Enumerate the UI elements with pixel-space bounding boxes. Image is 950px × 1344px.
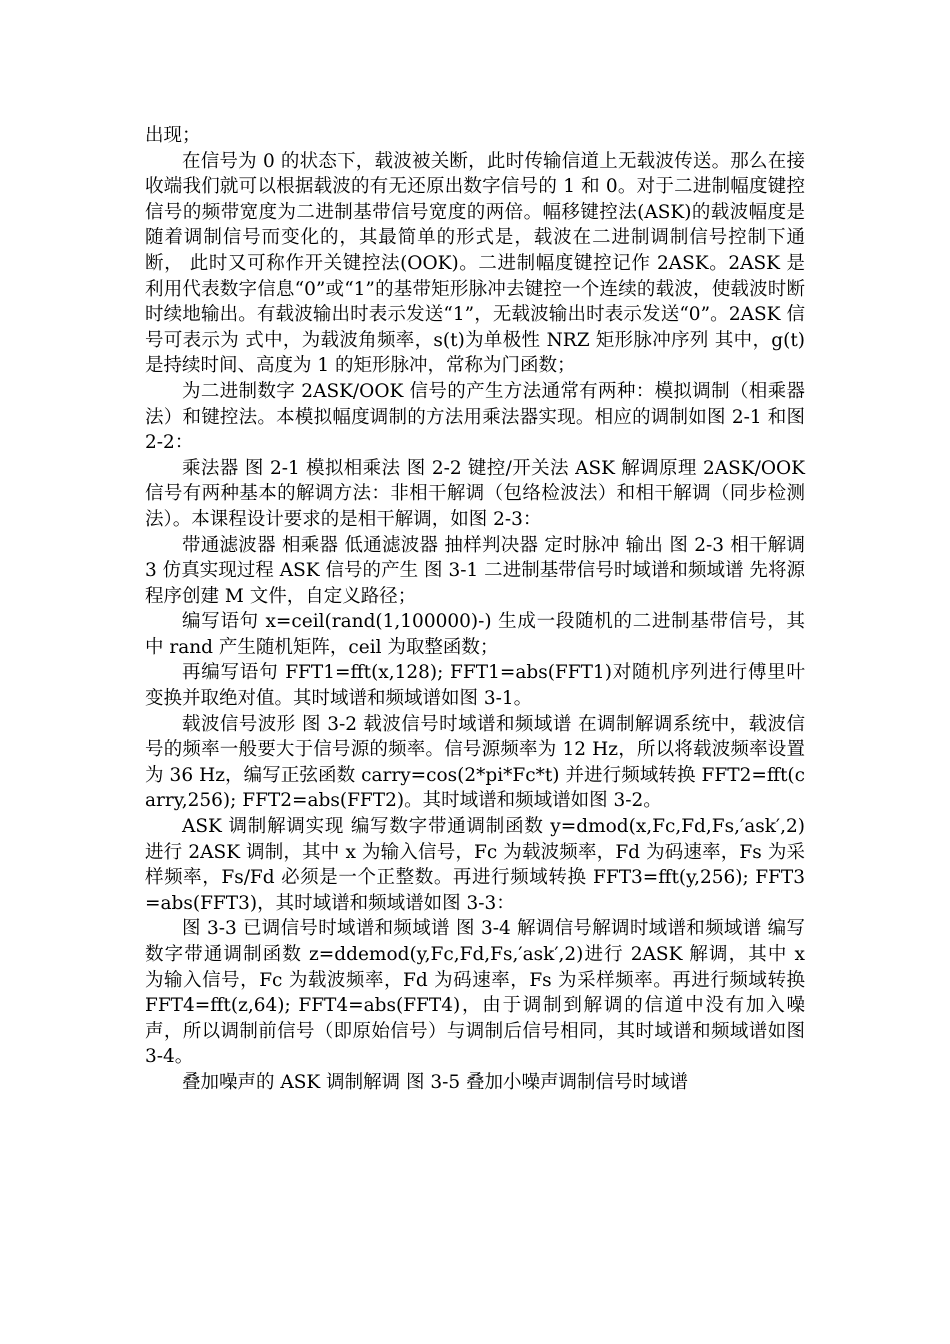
paragraph: 叠加噪声的 ASK 调制解调 图 3-5 叠加小噪声调制信号时域谱 [182, 1071, 689, 1093]
paragraph: 载波信号波形 图 3-2 载波信号时域谱和频域谱 在调制解调系统中，载波信号的频率一般要大于信号源的频率。信号源频率为 12 Hz，所以将载波频率设置为 36 Hz，编写正弦函数 carry=cos(2*pi*Fc*t) 并进行频域转换 FFT2=fft(carry,256); FFT2=abs(FFT2)。其时域谱和频域谱如图 3-2。 [145, 713, 805, 812]
paragraph: 为二进制数字 2ASK/OOK 信号的产生方法通常有两种：模拟调制（相乘器法）和键控法。本模拟幅度调制的方法用乘法器实现。相应的调制如图 2-1 和图 2-2： [145, 380, 805, 454]
paragraph: 乘法器 图 2-1 模拟相乘法 图 2-2 键控/开关法 ASK 解调原理 2ASK/OOK 信号有两种基本的解调方法：非相干解调（包络检波法）和相干解调（同步检测法）。本课程设计要求的是相干解调，如图 2-3： [145, 457, 805, 530]
paragraph: 在信号为 0 的状态下，载波被关断，此时传输信道上无载波传送。那么在接收端我们就可以根据载波的有无还原出数字信号的 1 和 0。对于二进制幅度键控信号的频带宽度为二进制基带信号宽度的两倍。幅移键控法(ASK)的载波幅度是随着调制信号而变化的，其最简单的形式是，载波在二进制调制信号控制下通断， 此时又可称作开关键控法(OOK)。二进制幅度键控记作 2ASK。2ASK 是利用代表数字信息“0”或“1”的基带矩形脉冲去键控一个连续的载波，使载波时断时续地输出。有载波输出时表示发送“1”，无载波输出时表示发送“0”。2ASK 信号可表示为 式中，为载波角频率，s(t)为单极性 NRZ 矩形脉冲序列 其中，g(t)是持续时间、高度为 1 的矩形脉冲，常称为门函数； [145, 150, 805, 377]
paragraph: 再编写语句 FFT1=fft(x,128); FFT1=abs(FFT1)对随机序列进行傅里叶变换并取绝对值。其时域谱和频域谱如图 3-1。 [145, 662, 805, 710]
paragraph: ASK 调制解调实现 编写数字带通调制函数 y=dmod(x,Fc,Fd,Fs,′ask′,2)进行 2ASK 调制，其中 x 为输入信号，Fc 为载波频率，Fd 为码速率，Fs 为采样频率，Fs/Fd 必须是一个正整数。再进行频域转换 FFT3=fft(y,256); FFT3=abs(FFT3)，其时域谱和频域谱如图 3-3： [145, 816, 805, 914]
document-body [145, 123, 805, 1096]
paragraph: 图 3-3 已调信号时域谱和频域谱 图 3-4 解调信号解调时域谱和频域谱 编写数字带通调制函数 z=ddemod(y,Fc,Fd,Fs,′ask′,2)进行 2ASK 解调，其中 x 为输入信号，Fc 为载波频率，Fd 为码速率，Fs 为采样频率。再进行频域转换 FFT4=fft(z,64); FFT4=abs(FFT4)，由于调制到解调的信道中没有加入噪声，所以调制前信号（即原始信号）与调制后信号相同，其时域谱和频域谱如图 3-4。 [145, 918, 805, 1068]
paragraph: 编写语句 x=ceil(rand(1,100000)-) 生成一段随机的二进制基带信号，其中 rand 产生随机矩阵，ceil 为取整函数； [145, 611, 805, 658]
paragraph: 出现； [145, 125, 201, 146]
paragraph: 带通滤波器 相乘器 低通滤波器 抽样判决器 定时脉冲 输出 图 2-3 相干解调 3 仿真实现过程 ASK 信号的产生 图 3-1 二进制基带信号时域谱和频域谱 先将源程序创建 M 文件，自定义路径； [145, 534, 805, 607]
